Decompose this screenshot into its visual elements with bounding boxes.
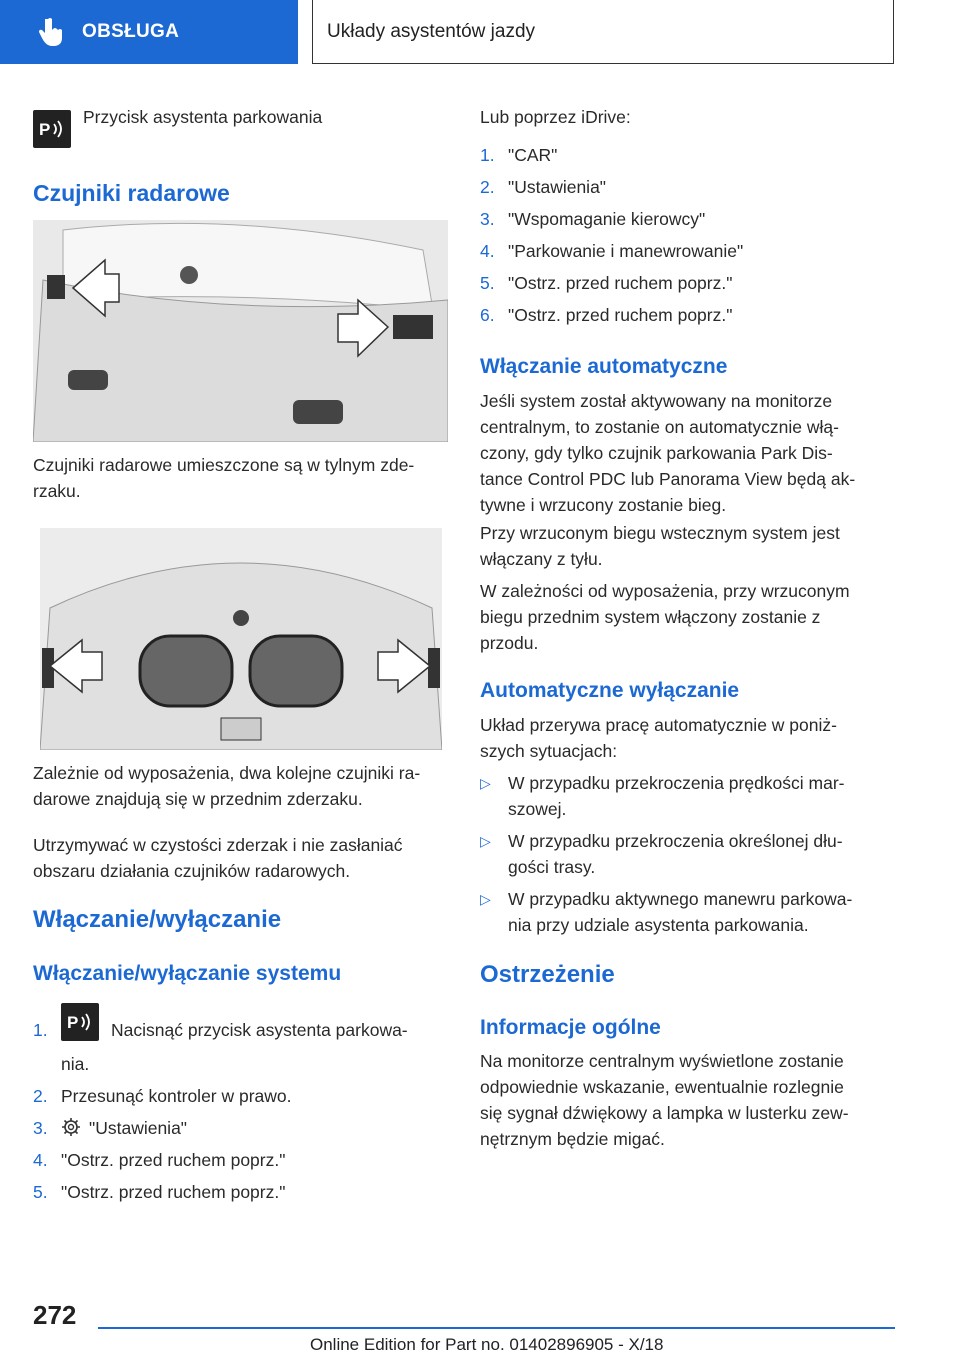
list-item: 5. "Ostrz. przed ruchem poprz." [480,273,733,293]
onoff-steps: 1. P Nacisnąć przycisk asystenta parkowa- nia. 2. Przesunąć kontroler w prawo. 3. "Ustawienia" 4. "Ostrz. przed ruchem poprz." 5. "Ostrz. przed ruchem poprz." [33,1003,448,1205]
auto-off-bullets [480,770,895,938]
list-item: 6. "Ostrz. przed ruchem poprz." [480,305,733,325]
header-section-title: OBSŁUGA [82,21,180,42]
rear-caption: Czujniki radarowe umieszczone są w tylnym zde-rzaku. [33,455,415,501]
left-column [33,100,448,1202]
keep-clean-text: Utrzymywać w czystości zderzak i nie zasłaniać obszaru działania czujników radarowych. [33,835,403,881]
button-caption: Przycisk asystenta parkowania [83,107,323,127]
heading-onoff: Włączanie/wyłączanie [33,906,282,933]
idrive-intro: Lub poprzez iDrive: [480,107,631,127]
list-item: 2. "Ustawienia" [480,177,607,197]
gear-icon [61,1115,81,1141]
auto-off-text: Układ przerywa pracę automatycznie w poniż- szych sytuacjach: [480,715,837,761]
edition-text: Online Edition for Part no. 01402896905 - X/18 [310,1335,664,1354]
heading-onoff-system: Włączanie/wyłączanie systemu [33,962,342,985]
rear-bumper-image [33,220,448,442]
list-item: 3. "Wspomaganie kierowcy" [480,209,706,229]
front-bumper-image [40,528,442,750]
list-item: ▷ W przypadku przekroczenia określonej dłu- gości trasy. [480,828,895,880]
heading-sensors: Czujniki radarowe [33,180,230,206]
list-item: 2. Przesunąć kontroler w prawo. [33,1086,292,1106]
list-item: 1. "CAR" [480,145,558,165]
list-item: ▷ W przypadku przekroczenia prędkości mar- szowej. [480,770,895,822]
front-caption: Zależnie od wyposażenia, dwa kolejne czujniki ra-darowe znajdują się w przednim zderzaku. [33,763,421,809]
svg-text:P: P [67,1013,79,1032]
header-chapter [312,0,894,64]
triangle-right-icon: ▷ [480,775,491,791]
list-item: 4. "Ostrz. przed ruchem poprz." [33,1150,286,1170]
header-chapter-title: Układy asystentów jazdy [327,20,536,42]
park-assist-icon [61,1003,99,1041]
triangle-right-icon: ▷ [480,891,491,907]
triangle-right-icon: ▷ [480,833,491,849]
park-assist-icon [33,110,71,148]
general-text: Na monitorze centralnym wyświetlone zostanie odpowiednie wskazanie, ewentualnie rozlegnie się sygnał dźwiękowy a lampka w lusterku zew- nętrznym będzie migać. [480,1051,849,1149]
svg-text:P: P [39,120,51,139]
list-item: ▷ W przypadku aktywnego manewru parkowa- nia przy udziale asystenta parkowania. [480,886,895,938]
list-item: 1. P Nacisnąć przycisk asystenta parkowa- [33,1003,448,1051]
idrive-steps [480,142,895,334]
heading-auto-off: Automatyczne wyłączanie [480,679,740,702]
page-number: 272 [33,1300,77,1330]
header-section-tab [0,0,298,64]
list-item: 3. "Ustawienia" [33,1115,448,1141]
hand-pointer-icon [38,17,66,47]
heading-warning: Ostrzeżenie [480,961,615,988]
forward-text: W zależności od wyposażenia, przy wrzuconym biegu przednim system włączony zostanie z przodu. [480,581,850,653]
list-item: 5. "Ostrz. przed ruchem poprz." [33,1182,286,1202]
heading-auto-on: Włączanie automatyczne [480,355,728,378]
footer-rule [98,1327,895,1329]
list-item: 4. "Parkowanie i manewrowanie" [480,241,744,261]
heading-general: Informacje ogólne [480,1016,661,1039]
auto-on-text: Jeśli system został aktywowany na monitorze centralnym, to zostanie on automatycznie włą- czony, gdy tylko czujnik parkowania Park Dis- tance Control PDC lub Panorama View będą ak- tywne i wrzucony zostanie bieg. [480,391,856,515]
reverse-text: Przy wrzuconym biegu wstecznym system jest włączany z tyłu. [480,523,840,569]
